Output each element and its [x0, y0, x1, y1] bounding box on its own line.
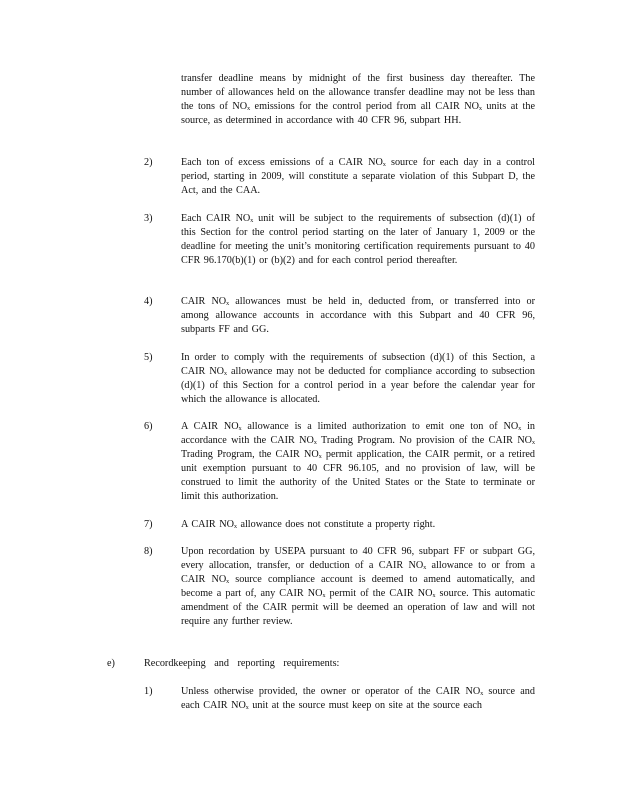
section-letter: e)	[107, 658, 115, 669]
item-text: In order to comply with the requirements of subsection (d)(1) of this Section, a CAIR NOₓ allowance may not be deducted for compliance according to subsection (d)(1) of this Section for a control period in a year before the calendar year for which the allowance is allocated.	[181, 352, 535, 406]
item-number: 1)	[144, 686, 153, 697]
item-number: 6)	[144, 421, 153, 432]
intro-paragraph: transfer deadline means by midnight of the first business day thereafter. The number of allowances held on the allowance transfer deadline may not be less than the tons of NOₓ emissions for the control period from all CAIR NOₓ units at the source, as determined in accordance with 40 CFR 96, subpart HH.	[181, 73, 535, 127]
section-title: Recordkeeping and reporting requirements:	[144, 658, 340, 669]
item-text: Unless otherwise provided, the owner or operator of the CAIR NOₓ source and each CAIR NOₓ unit at the source must keep on site at the source each	[181, 686, 535, 712]
item-number: 2)	[144, 157, 153, 168]
item-number: 3)	[144, 213, 153, 224]
item-number: 4)	[144, 296, 153, 307]
item-number: 8)	[144, 546, 153, 557]
item-text: Upon recordation by USEPA pursuant to 40 CFR 96, subpart FF or subpart GG, every allocation, transfer, or deduction of a CAIR NOₓ allowance to or from a CAIR NOₓ source compliance account is deemed to amend automatically, and become a part of, any CAIR NOₓ permit of the CAIR NOₓ source. This automatic amendment of the CAIR permit will be deemed an operation of law and will not require any further review.	[181, 546, 535, 628]
item-text: CAIR NOₓ allowances must be held in, deducted from, or transferred into or among allowance accounts in accordance with this Subpart and 40 CFR 96, subparts FF and GG.	[181, 296, 535, 336]
item-text: Each CAIR NOₓ unit will be subject to the requirements of subsection (d)(1) of this Section for the control period starting on the later of January 1, 2009 or the deadline for meeting the unit’s monitoring certification requirements pursuant to 40 CFR 96.170(b)(1) or (b)(2) and for each control period thereafter.	[181, 213, 535, 267]
item-text: A CAIR NOₓ allowance does not constitute a property right.	[181, 519, 436, 530]
item-number: 7)	[144, 519, 153, 530]
item-text: A CAIR NOₓ allowance is a limited authorization to emit one ton of NOₓ in accordance with the CAIR NOₓ Trading Program. No provision of the CAIR NOₓ Trading Program, the CAIR NOₓ permit application, the CAIR permit, or a retired unit exemption pursuant to 40 CFR 96.105, and no provision of law, will be construed to limit the authority of the United States or the State to terminate or limit this authorization.	[181, 421, 535, 503]
item-number: 5)	[144, 352, 153, 363]
item-text: Each ton of excess emissions of a CAIR NOₓ source for each day in a control period, starting in 2009, will constitute a separate violation of this Subpart D, the Act, and the CAA.	[181, 157, 535, 197]
